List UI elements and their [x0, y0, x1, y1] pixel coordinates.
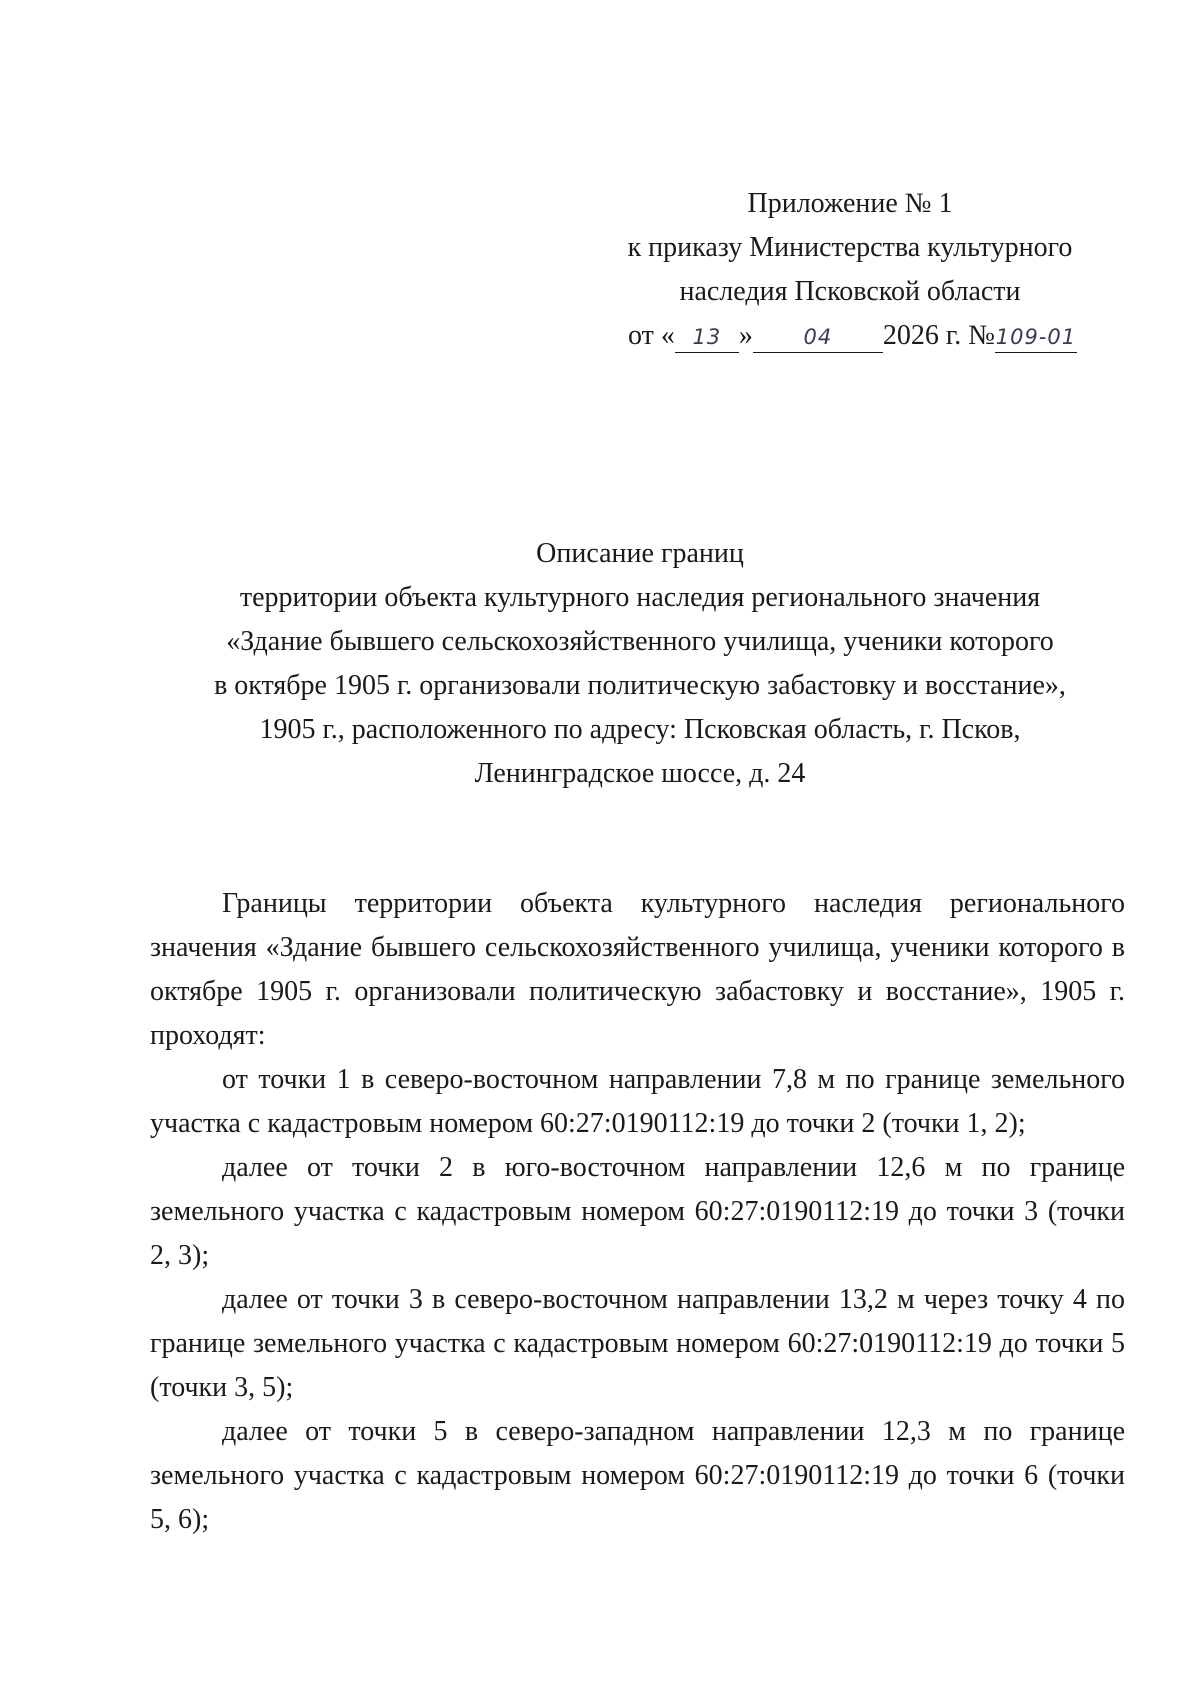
body-paragraph: Границы территории объекта культурного наследия регионального значения «Здание бывшего сельскохозяйственного училища, ученики которого в октябре 1905 г. организовали политическую забастовку и восстание», 1905 г. проходят: — [150, 888, 1125, 1051]
handwritten-day: 13 — [675, 322, 739, 353]
title-line-5: 1905 г., расположенного по адресу: Псковская область, г. Псков, — [259, 714, 1021, 745]
body-paragraph: далее от точки 2 в юго-восточном направлении 12,6 м по границе земельного участка с кадастровым номером 60:27:0190112:19 до точки 3 (точки 2, 3); — [150, 1152, 1125, 1271]
appendix-date-line — [590, 314, 1110, 358]
body-paragraph: далее от точки 3 в северо-восточном направлении 13,2 м через точку 4 по границе земельного участка с кадастровым номером 60:27:0190112:19 до точки 5 (точки 3, 5); — [150, 1284, 1125, 1403]
date-prefix: от « — [628, 320, 675, 351]
handwritten-month: 04 — [753, 322, 883, 353]
appendix-order-ref: к приказу Министерства культурного — [627, 232, 1073, 263]
title-line-6: Ленинградское шоссе, д. 24 — [474, 758, 806, 789]
document-title — [130, 532, 1150, 796]
date-mid: » — [738, 320, 753, 351]
body-paragraph: далее от точки 5 в северо-западном направлении 12,3 м по границе земельного участка с кадастровым номером 60:27:0190112:19 до точки 6 (точки 5, 6); — [150, 1416, 1125, 1535]
title-line-1: Описание границ — [536, 538, 744, 569]
appendix-ministry: наследия Псковской области — [679, 276, 1021, 307]
handwritten-order-number: 109-01 — [995, 322, 1077, 353]
title-line-4: в октябре 1905 г. организовали политическую забастовку и восстание», — [214, 670, 1066, 701]
body-paragraph: от точки 1 в северо-восточном направлении 7,8 м по границе земельного участка с кадастровым номером 60:27:0190112:19 до точки 2 (точки 1, 2); — [150, 1064, 1125, 1139]
date-year: 2026 г. № — [882, 320, 995, 351]
document-body — [150, 882, 1125, 1542]
title-line-2: территории объекта культурного наследия регионального значения — [239, 582, 1041, 613]
appendix-header — [590, 182, 1110, 358]
appendix-number: Приложение № 1 — [747, 188, 953, 219]
title-line-3: «Здание бывшего сельскохозяйственного училища, ученики которого — [226, 626, 1054, 657]
